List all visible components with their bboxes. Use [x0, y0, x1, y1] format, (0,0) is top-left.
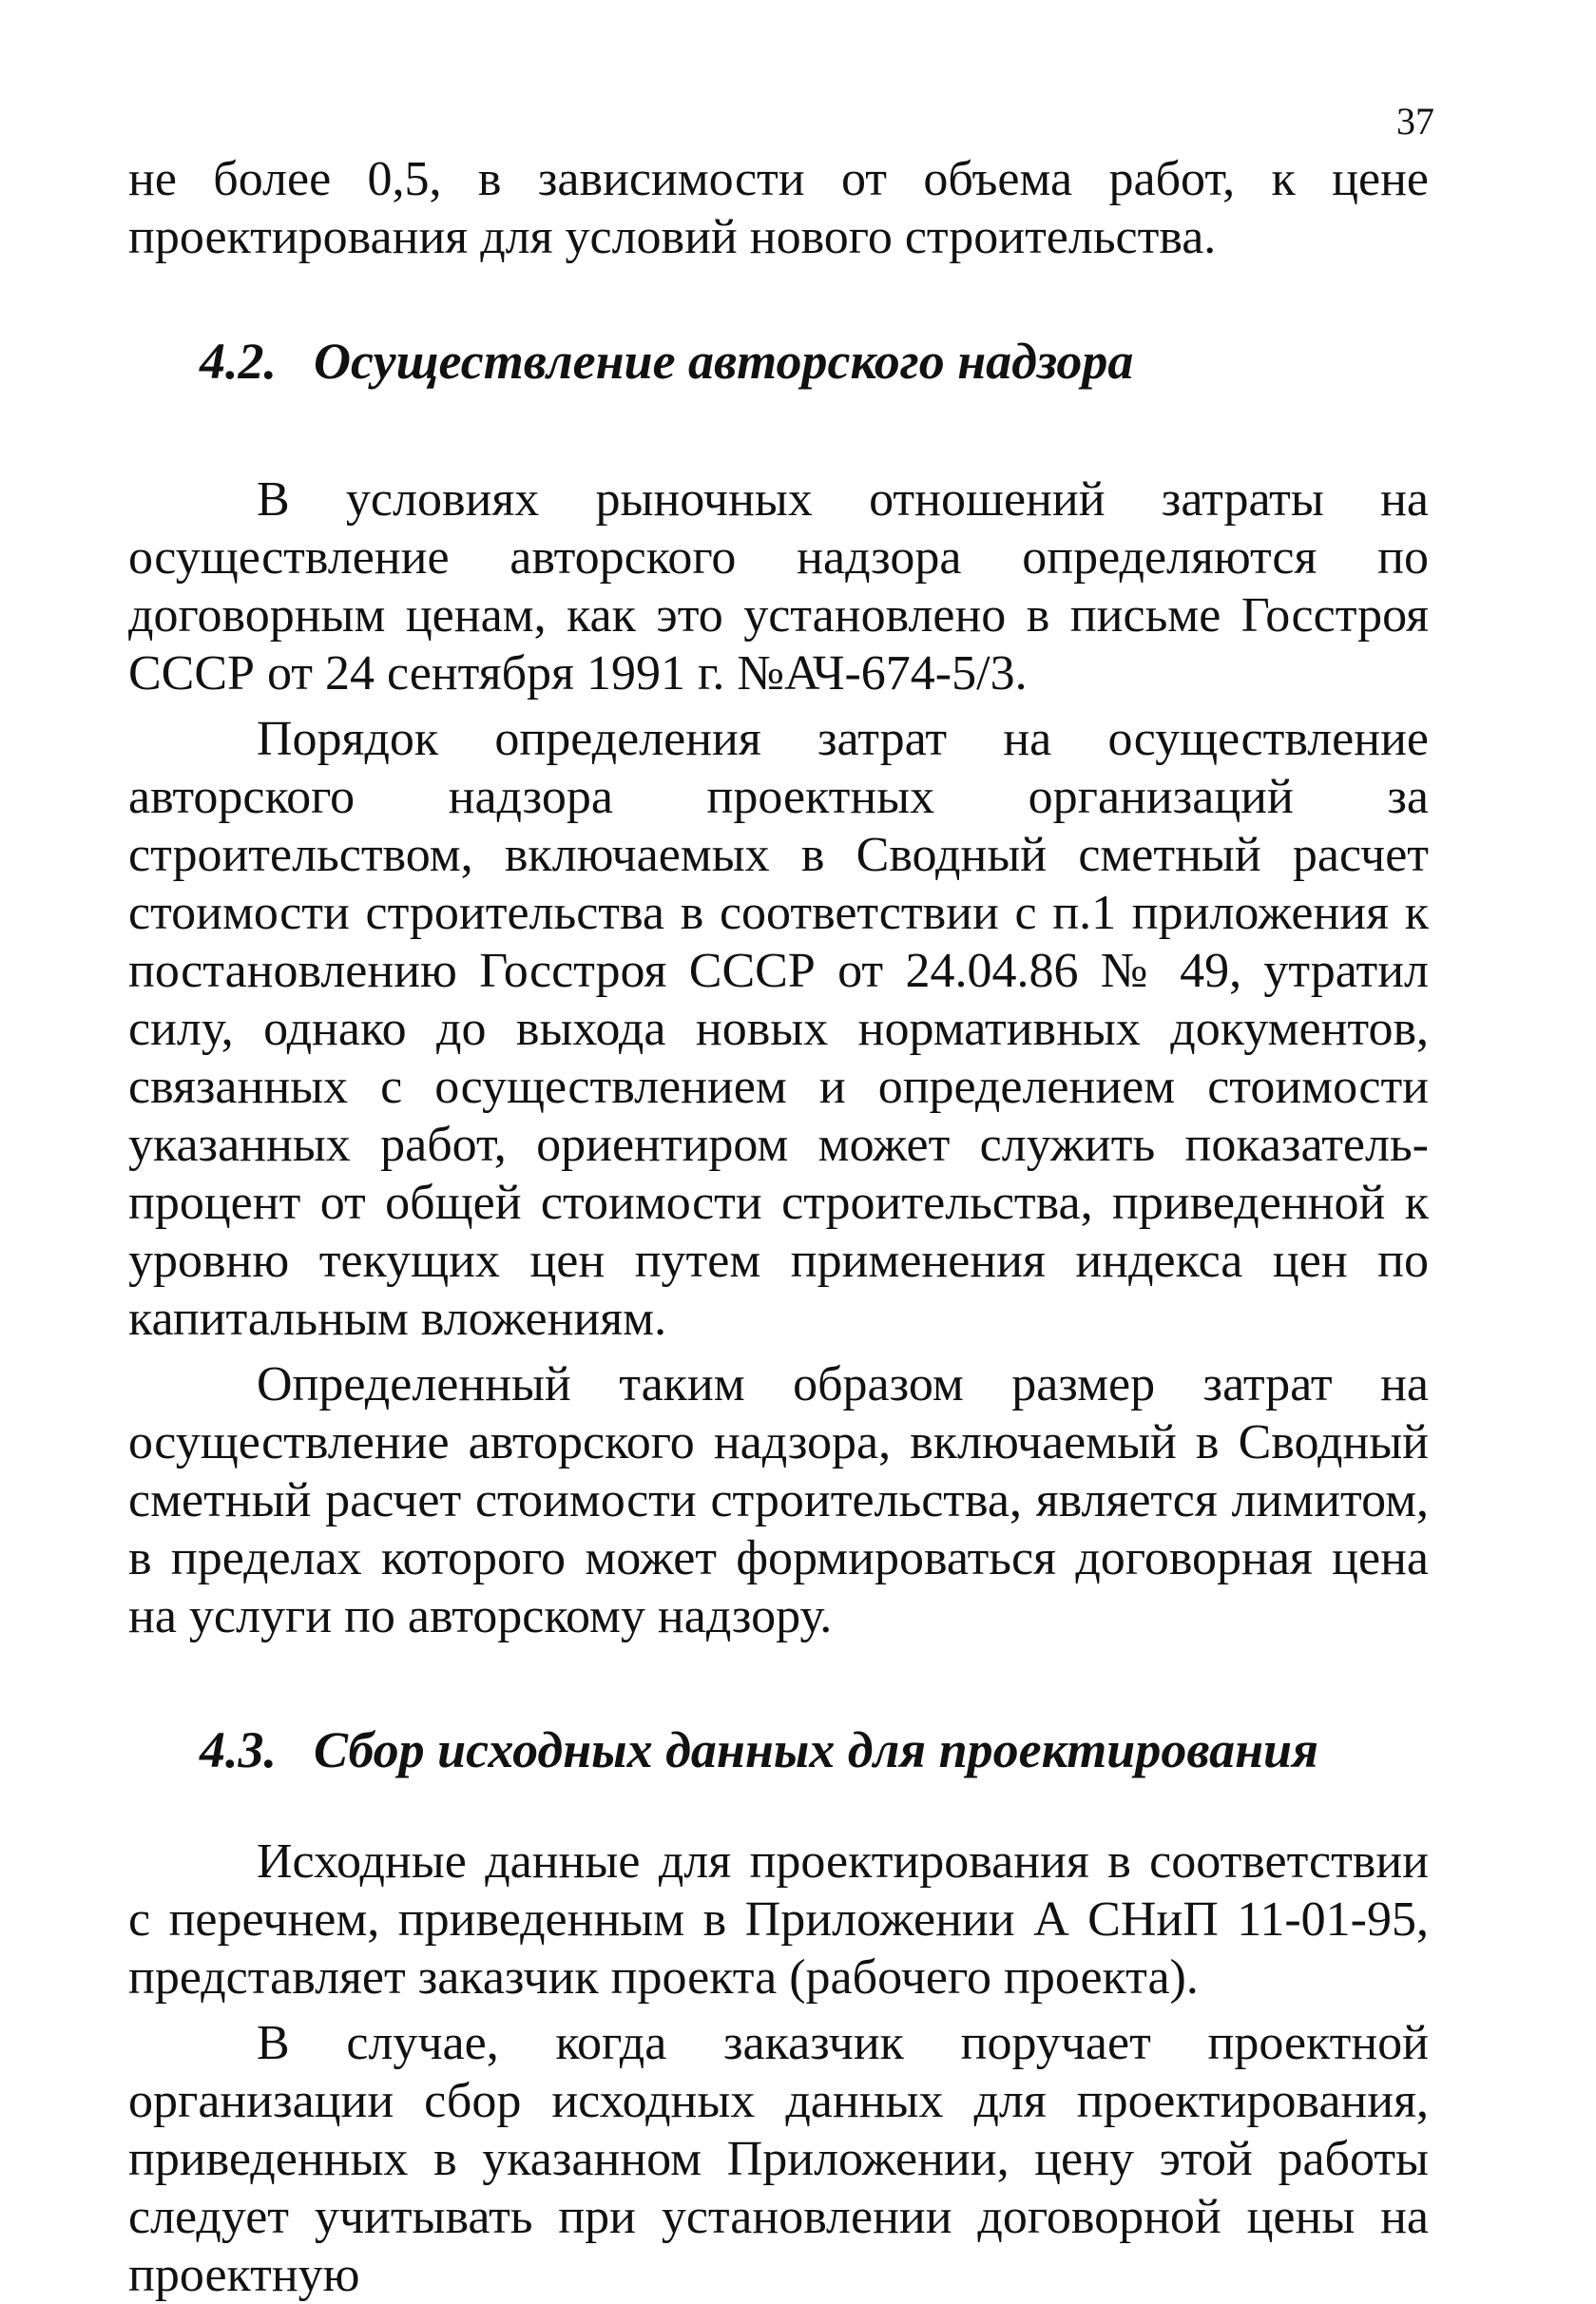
section-4-2-title: Осуществление авторского надзора: [314, 333, 1134, 390]
page-content: [128, 150, 1429, 2304]
section-4-2-heading: [128, 333, 1429, 391]
section-4-3-number: 4.3.: [200, 1721, 277, 1778]
section-4-2-paragraph-3: Определенный таким образом размер затрат на осуществление авторского надзора, включаемый в Сводный сметный расчет стоимости строительства, является лимитом, в пределах которого может формироваться договорная цена на услуги по авторскому надзору.: [128, 1357, 1429, 1643]
section-4-2-paragraph-1: В условиях рыночных отношений затраты на осуществление авторского надзора определяются по договорным ценам, как это установлено в письме Госстроя СССР от 24 сентября 1991 г. №АЧ-674-5/3.: [128, 472, 1429, 701]
section-4-2-paragraph-2: Порядок определения затрат на осуществление авторского надзора проектных организаций за строительством, включаемых в Сводный сметный расчет стоимости строительства в соответствии с п.1 приложения к постановлению Госстроя СССР от 24.04.86 № 49, утратил силу, однако до выхода новых нормативных документов, связанных с осуществлением и определением стоимости указанных работ, ориентиром может служить показатель-процент от общей стоимости строительства, приведенной к уровню текущих цен путем применения индекса цен по капитальным вложениям.: [128, 712, 1429, 1346]
section-4-3-paragraph-2: В случае, когда заказчик поручает проектной организации сбор исходных данных для проектирования, приведенных в указанном Приложении, цену этой работы следует учитывать при установлении договорной цены на проектную: [128, 2016, 1429, 2302]
section-4-3-heading: [128, 1721, 1429, 1779]
section-4-3-title: Сбор исходных данных для проектирования: [314, 1721, 1318, 1778]
section-4-3-paragraph-1: Исходные данные для проектирования в соответствии с перечнем, приведенным в Приложении А СНиП 11-01-95, представляет заказчик проекта (рабочего проекта).: [128, 1834, 1429, 2005]
intro-paragraph: не более 0,5, в зависимости от объема работ, к цене проектирования для условий нового строительства.: [128, 152, 1429, 264]
page-number: 37: [1396, 100, 1434, 143]
section-4-2-number: 4.2.: [200, 333, 277, 390]
